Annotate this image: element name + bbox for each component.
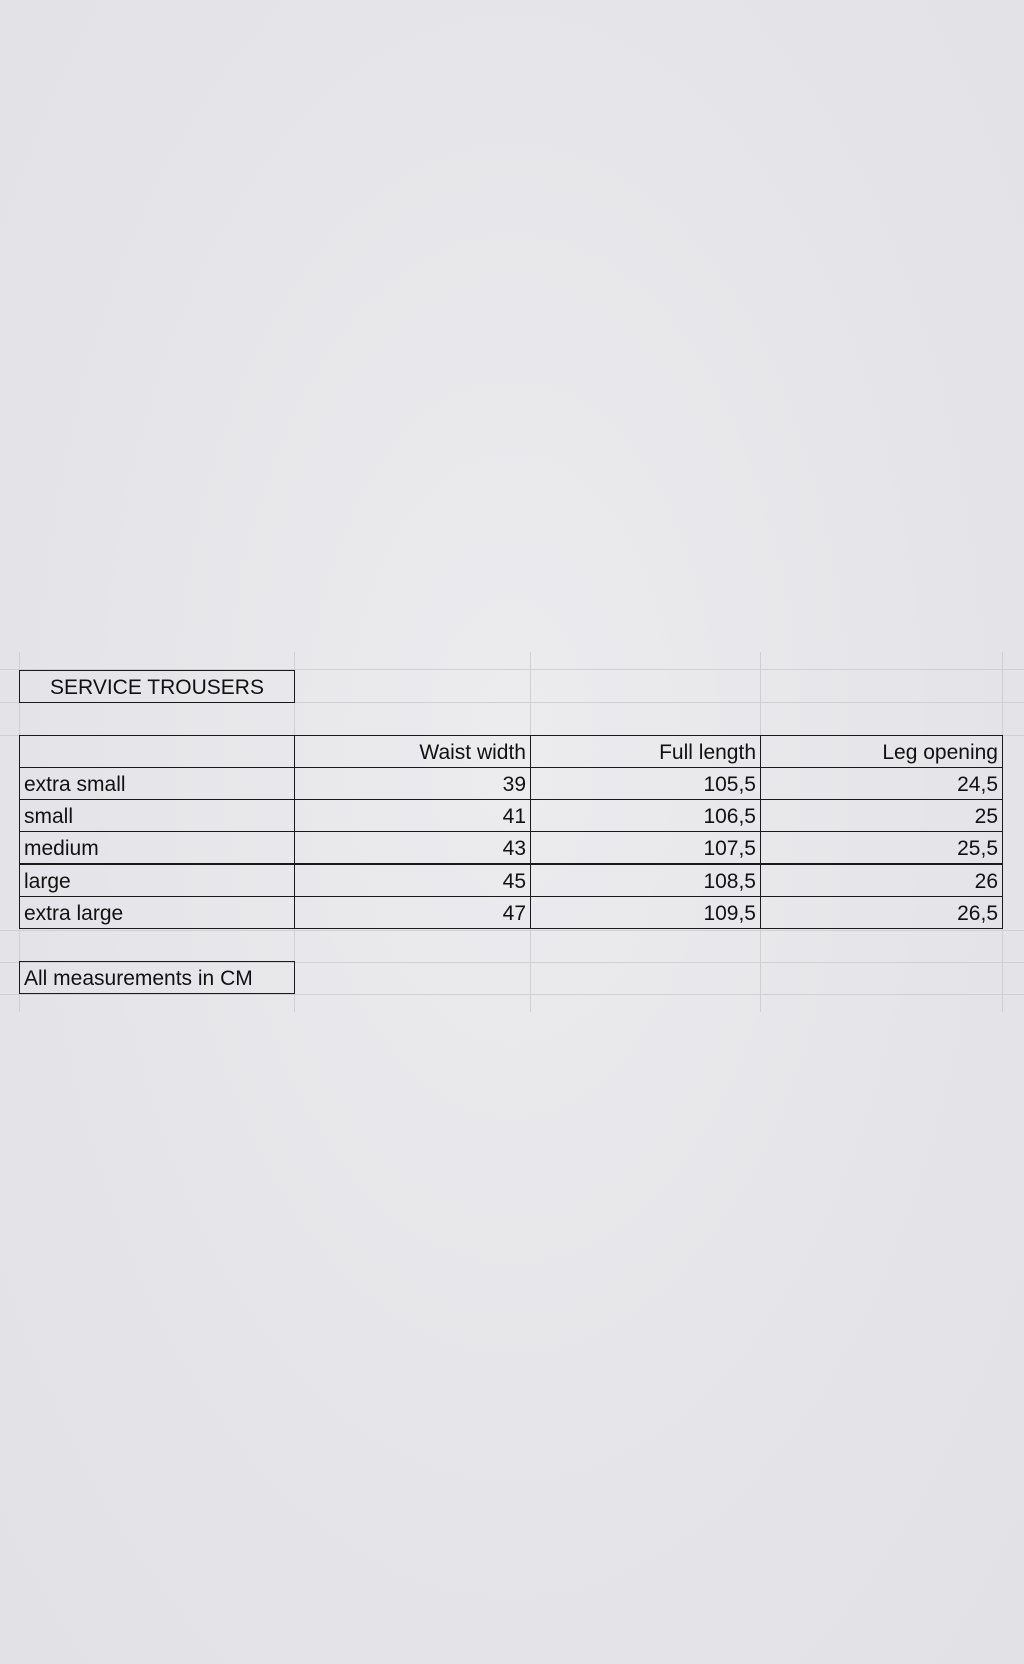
cell-value: 43: [502, 837, 526, 860]
cell-value: 105,5: [703, 773, 756, 796]
leg-opening-cell[interactable]: [760, 799, 1003, 832]
title-cell[interactable]: [19, 670, 295, 703]
full-length-cell[interactable]: [530, 831, 761, 864]
page-title: SERVICE TROUSERS: [50, 676, 264, 699]
row-label: extra small: [24, 773, 126, 796]
column-header: Full length: [659, 741, 756, 764]
header-cell-waist-width[interactable]: [294, 735, 531, 768]
leg-opening-cell[interactable]: [760, 896, 1003, 929]
row-label: small: [24, 805, 74, 828]
column-header: Leg opening: [882, 741, 998, 764]
size-cell[interactable]: [19, 831, 295, 864]
cell-value: 47: [502, 902, 526, 925]
gridline: [0, 930, 1024, 931]
full-length-cell[interactable]: [530, 799, 761, 832]
waist-width-cell[interactable]: [294, 799, 531, 832]
footnote: All measurements in CM: [24, 967, 253, 990]
size-cell[interactable]: [19, 864, 295, 897]
full-length-cell[interactable]: [530, 896, 761, 929]
size-cell[interactable]: [19, 767, 295, 800]
waist-width-cell[interactable]: [294, 896, 531, 929]
cell-value: 45: [502, 870, 526, 893]
cell-value: 24,5: [957, 773, 998, 796]
cell-value: 106,5: [703, 805, 756, 828]
full-length-cell[interactable]: [530, 767, 761, 800]
cell-value: 26: [974, 870, 998, 893]
cell-value: 39: [502, 773, 526, 796]
row-label: extra large: [24, 902, 124, 925]
leg-opening-cell[interactable]: [760, 831, 1003, 864]
waist-width-cell[interactable]: [294, 767, 531, 800]
row-label: medium: [24, 837, 99, 860]
column-header: Waist width: [419, 741, 526, 764]
size-cell[interactable]: [19, 896, 295, 929]
row-label: large: [24, 870, 71, 893]
footnote-cell[interactable]: [19, 961, 295, 994]
gridline: [0, 994, 1024, 995]
full-length-cell[interactable]: [530, 864, 761, 897]
leg-opening-cell[interactable]: [760, 767, 1003, 800]
cell-value: 25: [974, 805, 998, 828]
cell-value: 25,5: [957, 837, 998, 860]
header-cell-full-length[interactable]: [530, 735, 761, 768]
cell-value: 107,5: [703, 837, 756, 860]
cell-value: 109,5: [703, 902, 756, 925]
cell-value: 108,5: [703, 870, 756, 893]
cell-value: 41: [502, 805, 526, 828]
waist-width-cell[interactable]: [294, 864, 531, 897]
cell-value: 26,5: [957, 902, 998, 925]
size-cell[interactable]: [19, 799, 295, 832]
header-cell-empty[interactable]: [19, 735, 295, 768]
leg-opening-cell[interactable]: [760, 864, 1003, 897]
waist-width-cell[interactable]: [294, 831, 531, 864]
header-cell-leg-opening[interactable]: [760, 735, 1003, 768]
